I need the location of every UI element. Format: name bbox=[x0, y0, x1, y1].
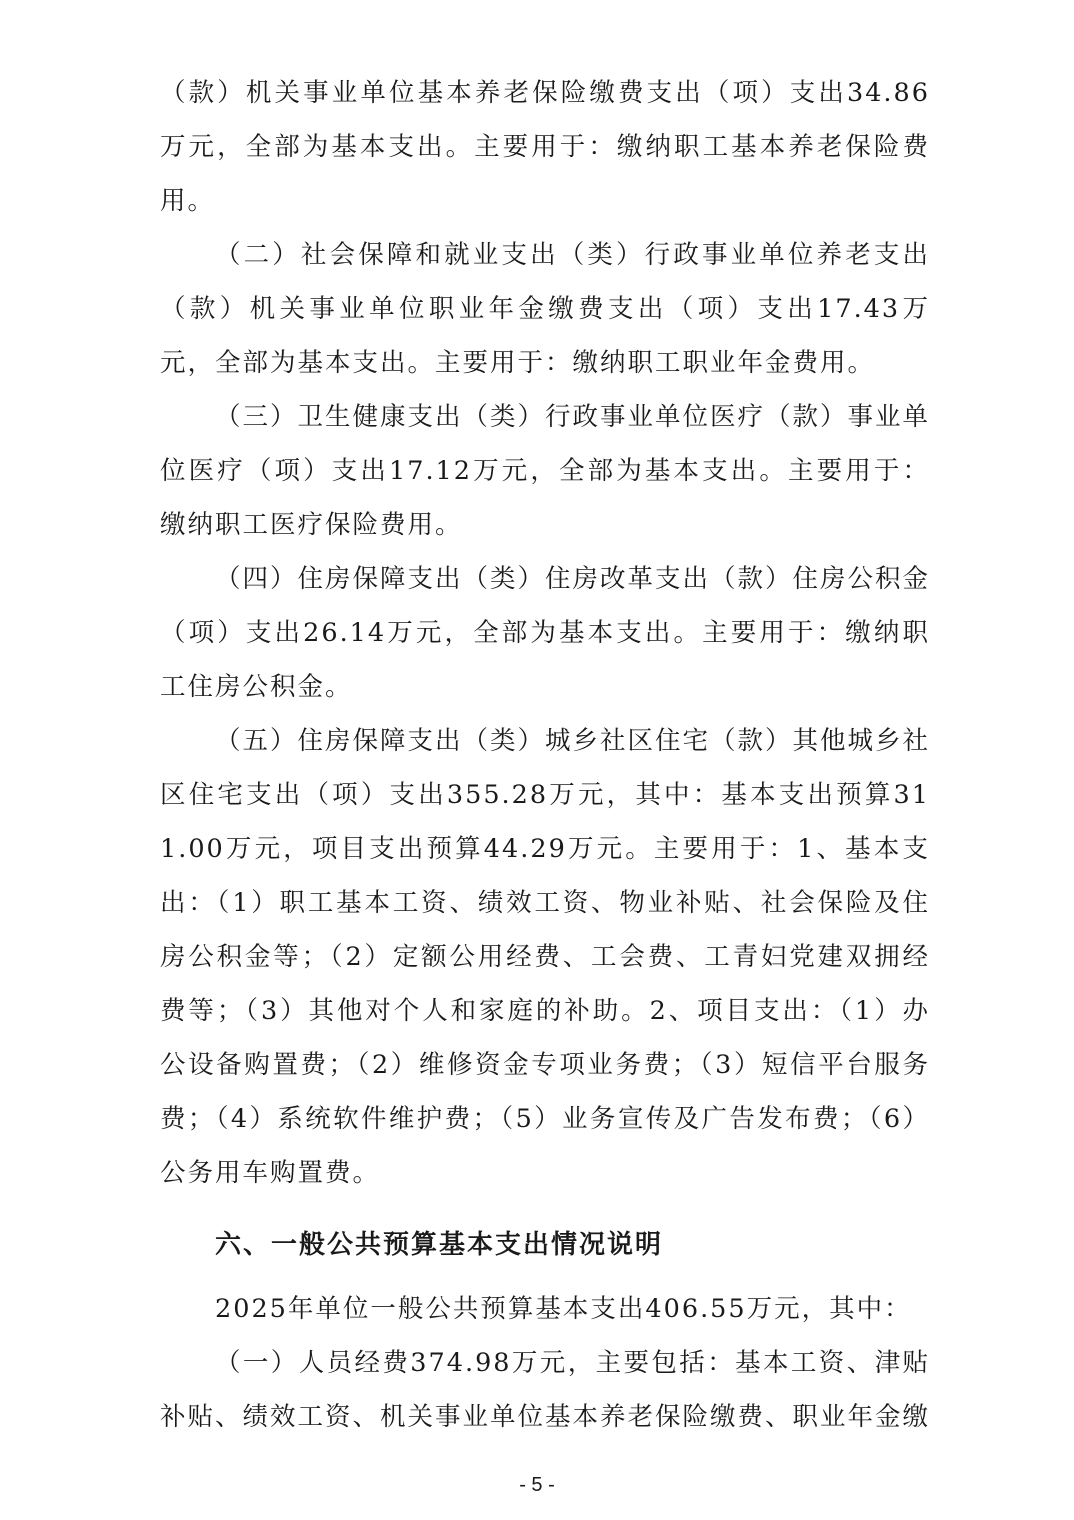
paragraph-medical-insurance: （三）卫生健康支出（类）行政事业单位医疗（款）事业单位医疗（项）支出17.12万元，全部为基本支出。主要用于：缴纳职工医疗保险费用。 bbox=[160, 402, 931, 540]
document-body bbox=[160, 66, 930, 1444]
section-heading: 六、一般公共预算基本支出情况说明 bbox=[215, 1230, 664, 1260]
paragraph-community-housing: （五）住房保障支出（类）城乡社区住宅（款）其他城乡社区住宅支出（项）支出355.28万元，其中：基本支出预算311.00万元，项目支出预算44.29万元。主要用于：1、基本支出：（1）职工基本工资、绩效工资、物业补贴、社会保险及住房公积金等；（2）定额公用经费、工会费、工青妇党建双拥经费等；（3）其他对个人和家庭的补助。2、项目支出：（1）办公设备购置费；（2）维修资金专项业务费；（3）短信平台服务费；（4）系统软件维护费；（5）业务宣传及广告发布费；（6）公务用车购置费。 bbox=[160, 726, 931, 1188]
paragraph-personnel-expenses: （一）人员经费374.98万元，主要包括：基本工资、津贴补贴、绩效工资、机关事业单位基本养老保险缴费、职业年金缴 bbox=[160, 1348, 931, 1432]
paragraph-pension-continued: （款）机关事业单位基本养老保险缴费支出（项）支出34.86万元，全部为基本支出。主要用于：缴纳职工基本养老保险费用。 bbox=[160, 78, 930, 216]
paragraph-housing-fund: （四）住房保障支出（类）住房改革支出（款）住房公积金（项）支出26.14万元，全部为基本支出。主要用于：缴纳职工住房公积金。 bbox=[160, 564, 931, 702]
page-number: - 5 - bbox=[519, 1474, 555, 1496]
paragraph-occupational-annuity: （二）社会保障和就业支出（类）行政事业单位养老支出（款）机关事业单位职业年金缴费支出（项）支出17.43万元，全部为基本支出。主要用于：缴纳职工职业年金费用。 bbox=[160, 240, 930, 378]
paragraph-basic-expenditure-summary: 2025年单位一般公共预算基本支出406.55万元，其中： bbox=[215, 1294, 912, 1324]
